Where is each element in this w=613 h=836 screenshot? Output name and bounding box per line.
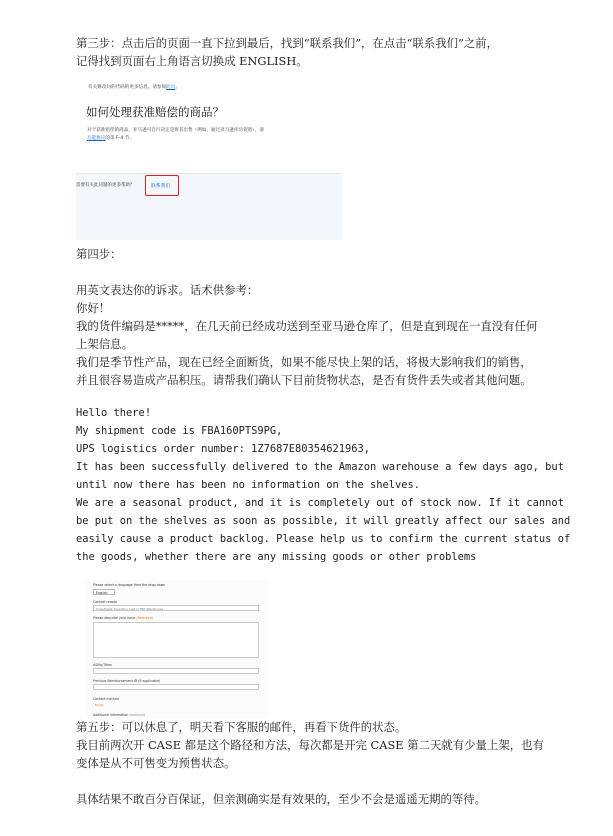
contact-us-label: 联系我们 [151, 184, 171, 189]
step5-line-2: 我目前两次开 CASE 都是这个路径和方法，每次都是开完 CASE 第二天就有少量上架，也有 [76, 738, 544, 752]
language-value: English [96, 590, 108, 595]
contact-us-button[interactable] [145, 175, 179, 196]
context-label: Context reason [93, 600, 118, 604]
help-note: 有关修改问的代码的更多信息，请参阅此页。 [88, 85, 180, 90]
asin-field[interactable] [93, 668, 259, 674]
step5-line-3: 变体是从不可售变为预售状态。 [76, 756, 236, 770]
language-label: Please select a language from the drop-down [93, 583, 166, 587]
divider [76, 173, 342, 174]
en-line-4: It has been successfully delivered to the Amazon warehouse a few days ago, but [76, 461, 564, 473]
help-note-link[interactable]: 此页 [166, 85, 176, 90]
context-value: Investigate Inventory Lost in FBA Warehouse [96, 606, 164, 611]
describe-textarea[interactable] [93, 622, 259, 658]
tracking-field[interactable] [93, 684, 259, 690]
more-help-text: 需要有关此问题的更多帮助？ [76, 183, 135, 188]
en-line-2: My shipment code is FBA160PTS9PG, [76, 425, 283, 437]
en-line-6: We are a seasonal product, and it is completely out of stock now. If it cannot [76, 497, 564, 509]
context-field[interactable] [93, 605, 259, 611]
describe-label: Please describe your issue (Required) [93, 616, 154, 620]
en-line-7: be put on the shelves as soon as possible, it will greatly affect our sales and [76, 515, 571, 527]
en-line-5: until now there has been no information on the shelves. [76, 479, 421, 491]
en-line-3: UPS logistics order number: 1Z7687E80354621963, [76, 443, 371, 455]
screenshot-contact-form [86, 580, 268, 718]
contact-method-email[interactable]: Email [95, 703, 104, 707]
screenshot-help-page [76, 75, 342, 240]
help-agreement-link[interactable]: 万能协议 [87, 136, 106, 141]
step4-cn-line-4: 我们是季节性产品，现在已经全面断货，如果不能尽快上架的话，将极大影响我们的销售， [76, 355, 532, 369]
additional-label: Additional information (optional) [93, 713, 145, 717]
step3-line-1: 第三步：点击后的页面一直下拉到最后，找到“联系我们”，在点击“联系我们”之前， [76, 36, 498, 50]
step4-cn-line-3: 上架信息。 [76, 337, 133, 351]
en-line-1: Hello there! [76, 407, 152, 419]
en-line-8: easily cause a product backlog. Please help us to confirm the current status of [76, 533, 571, 545]
step4-cn-line-1: 你好！ [76, 301, 111, 315]
contact-method-label: Contact method [93, 697, 119, 701]
step4-title: 第四步： [76, 247, 122, 261]
step4-cn-line-2: 我的货件编码是*****，在几天前已经成功送到至亚马逊仓库了，但是直到现在一直没有任何 [76, 319, 538, 333]
step4-cn-line-5: 并且很容易造成产品积压。请帮我们确认下目前货物状态，是否有货件丢失或者其他问题。 [76, 373, 532, 387]
help-heading: 如何处理获准赔偿的商品？ [86, 105, 224, 119]
step5-line-1: 第五步：可以休息了，明天看下客服的邮件，再看下货件的状态。 [76, 720, 407, 734]
en-line-9: the goods, whether there are any missing goods or other problems [76, 551, 477, 563]
tracking-label: Previous Reimbursement ID (If applicable) [93, 679, 161, 683]
asin-label: ASINs/Titles [93, 663, 112, 667]
help-paragraph: 对于获准赔偿的商品，亚马逊可自行决定是将其出售（例如，通过亚马逊库房促销），请 万能协议的第 F-4 节。 [87, 128, 264, 141]
language-select[interactable] [93, 589, 115, 595]
step5-line-4: 具体结果不敢百分百保证，但亲测确实是有效果的，至少不会是遥遥无期的等待。 [76, 792, 487, 806]
step4-intro: 用英文表达你的诉求。话术供参考： [76, 283, 259, 297]
step3-line-2: 记得找到页面右上角语言切换成 ENGLISH。 [76, 54, 308, 68]
